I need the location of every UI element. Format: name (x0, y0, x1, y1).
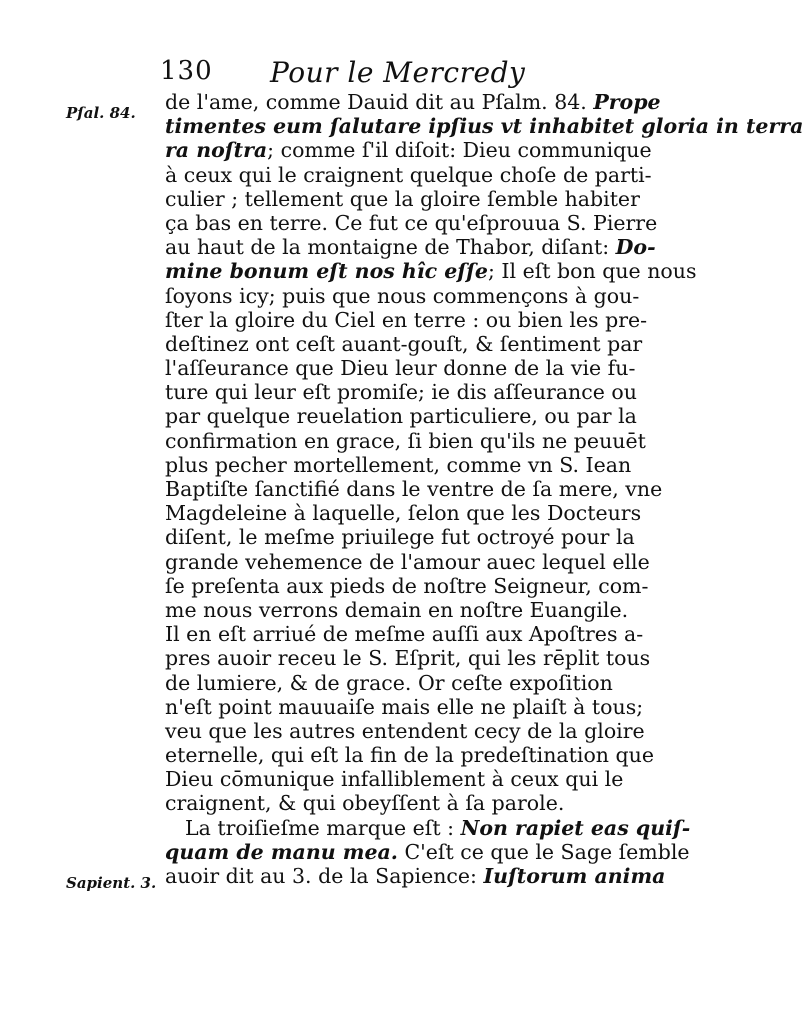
text-line (165, 452, 632, 477)
text-line (165, 864, 666, 888)
text-run: ſter la gloire du Ciel en terre : ou bien les pre- (165, 307, 648, 332)
text-run: n'eſt point mauuaiſe mais elle ne plaiſt à tous; (165, 694, 644, 719)
text-run: par quelque reuelation particuliere, ou par la (165, 404, 637, 429)
text-run: ça bas en terre. Ce fut ce qu'eſprouua S. Pierre (165, 210, 658, 235)
latin-quotation: timentes eum ſalutare ipſius vt inhabitet gloria in terra (165, 114, 803, 139)
text-run: veu que les autres entendent cecy de la gloire (165, 718, 645, 743)
text-run: Magdeleine à laquelle, ſelon que les Docteurs (165, 501, 642, 526)
text-line (165, 331, 643, 356)
latin-quotation: ra noſtra (165, 138, 268, 163)
text-line (165, 307, 648, 332)
page-number: 130 (160, 56, 213, 86)
text-run: me nous verrons demain en noſtre Euangile. (165, 597, 629, 622)
latin-quotation: quam de manu mea. (165, 839, 398, 864)
text-run: de l'ame, comme Dauid dit au Pſalm. 84. (165, 90, 594, 114)
text-run: eternelle, qui eſt la fin de la predeſtination que (165, 743, 654, 768)
text-line (165, 283, 640, 308)
text-line (165, 791, 569, 815)
text-line (165, 646, 651, 671)
text-line (165, 210, 658, 235)
latin-quotation: Do- (615, 235, 656, 260)
body-text (165, 90, 803, 888)
text-line (165, 235, 656, 260)
text-line (165, 501, 642, 526)
text-run: craignent, & qui obeyſſent à ſa parole. (165, 791, 565, 816)
text-line (165, 694, 644, 719)
margin-note-sapience: Sapient. 3. (66, 874, 157, 892)
text-line (165, 259, 697, 284)
text-run: plus pecher mortellement, comme vn S. Iean (165, 452, 632, 477)
text-run: culier ; tellement que la gloire ſemble habiter (165, 186, 640, 211)
text-line (165, 718, 645, 743)
text-line (165, 597, 629, 622)
text-line (165, 114, 803, 139)
text-run: Dieu cōmunique infalliblement à ceux qui le (165, 767, 624, 792)
latin-quotation: Prope (593, 90, 661, 114)
text-line (165, 839, 690, 864)
text-line (165, 162, 652, 187)
text-run: ſoyons icy; puis que nous commençons à gou- (165, 283, 640, 308)
text-line (165, 743, 654, 768)
text-run: au haut de la montaigne de Thabor, diſant: (165, 235, 616, 260)
text-run: ; Il eſt bon que nous (487, 259, 697, 284)
text-line (165, 670, 613, 695)
latin-quotation: Iuſtorum anima (483, 864, 666, 888)
text-run: l'aſſeurance que Dieu leur donne de la vie fu- (165, 356, 636, 381)
running-title: Pour le Mercredy (270, 56, 526, 89)
text-line (165, 767, 624, 792)
text-line (165, 549, 650, 574)
text-run: pres auoir receu le S. Eſprit, qui les rēplit tous (165, 646, 651, 671)
text-run: ; comme ſ'il diſoit: Dieu communique (267, 138, 652, 163)
text-line (165, 573, 649, 598)
text-line (165, 138, 652, 163)
text-run: ture qui leur eſt promiſe; ie dis aſſeurance ou (165, 380, 637, 405)
text-line (165, 380, 637, 405)
text-line (165, 428, 646, 453)
text-line (165, 815, 691, 840)
text-run: La troiſieſme marque eſt : (185, 815, 461, 840)
text-line (165, 525, 635, 550)
text-run: à ceux qui le craignent quelque choſe de parti- (165, 162, 652, 187)
text-line (165, 356, 636, 381)
text-line (165, 90, 661, 114)
margin-note-psalm: Pſal. 84. (66, 104, 136, 122)
text-run: auoir dit au 3. de la Sapience: (165, 864, 484, 888)
text-line (165, 622, 644, 647)
latin-quotation: mine bonum eſt nos hîc eſſe (165, 259, 488, 284)
text-run: deſtinez ont ceſt auant-gouſt, & ſentiment par (165, 331, 643, 356)
text-line (165, 404, 637, 429)
text-run: ſe preſenta aux pieds de noſtre Seigneur, com- (165, 573, 649, 598)
latin-quotation: Non rapiet eas quiſ- (460, 815, 691, 840)
text-line (165, 477, 663, 501)
text-run: diſent, le meſme priuilege fut octroyé pour la (165, 525, 635, 550)
text-line (165, 186, 640, 211)
text-run: de lumiere, & de grace. Or ceſte expoſition (165, 670, 613, 695)
text-run: C'eſt ce que le Sage ſemble (397, 839, 690, 864)
text-run: Il en eſt arriué de meſme auſſi aux Apoſtres a- (165, 622, 644, 647)
text-run: grande vehemence de l'amour auec lequel elle (165, 549, 650, 574)
text-run: Baptiſte ſanctifié dans le ventre de ſa mere, vne (165, 477, 663, 501)
text-run: confirmation en grace, ſi bien qu'ils ne peuuēt (165, 428, 646, 453)
